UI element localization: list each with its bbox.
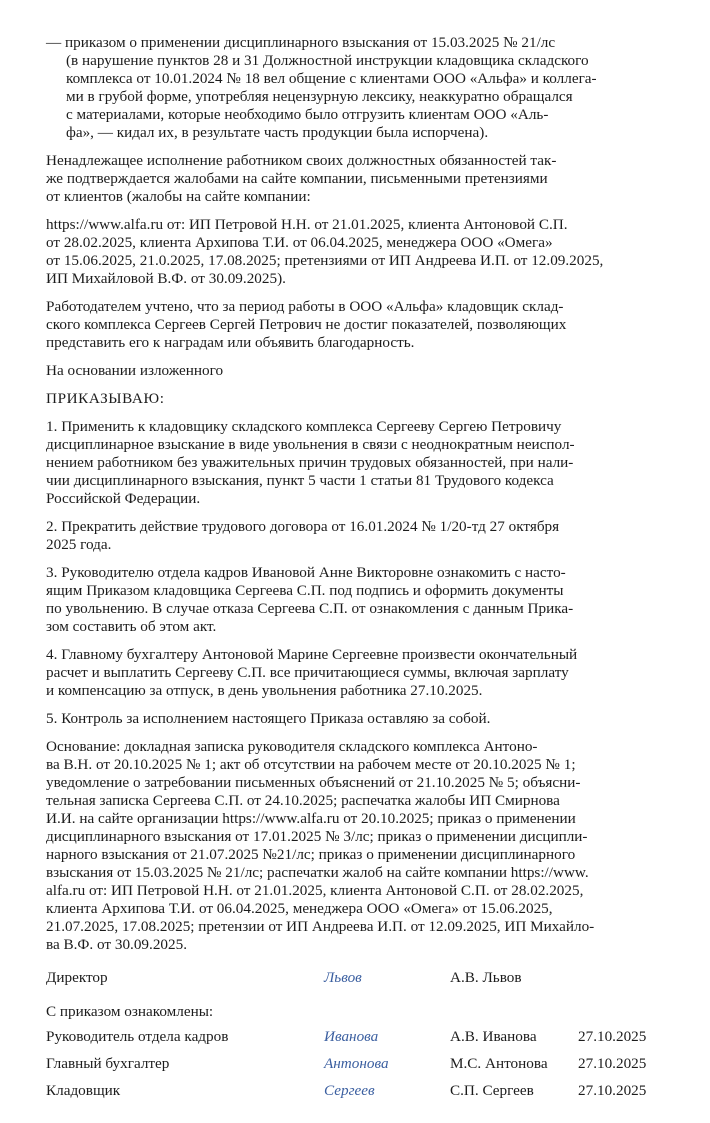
text-line: нением работником без уважительных причин трудовых обязанностей, при нали- [46, 454, 574, 471]
text-line: 3. Руководителю отдела кадров Ивановой Анне Викторовне ознакомить с насто- [46, 564, 566, 581]
order-item-1 [46, 418, 670, 508]
director-signature-block [46, 964, 670, 991]
ack-signature: Антонова [324, 1054, 389, 1072]
employer-note-paragraph [46, 298, 670, 352]
ack-row [46, 1023, 670, 1050]
prior-penalty-item [46, 34, 670, 142]
text-line: ва В.Ф. от 30.09.2025. [46, 936, 187, 953]
acknowledgement-title: С приказом ознакомлены: [46, 1003, 214, 1020]
text-line: тельная записка Сергеева С.П. от 24.10.2025; распечатка жалобы ИП Смирнова [46, 792, 560, 809]
text-line: ского комплекса Сергеев Сергей Петрович не достиг показателей, позволяющих [46, 316, 567, 333]
text-line: — приказом о применении дисциплинарного взыскания от 15.03.2025 № 21/лс [46, 34, 556, 51]
text-line: Работодателем учтено, что за период работы в ООО «Альфа» кладовщик склад- [46, 298, 564, 315]
director-name: А.В. Львов [450, 968, 522, 986]
text-line: зом составить об этом акт. [46, 618, 217, 635]
ack-date: 27.10.2025 [578, 1027, 647, 1045]
text-line: нарного взыскания от 21.07.2025 №21/лс; приказ о применении дисциплинарного [46, 846, 576, 863]
ack-position: Кладовщик [46, 1081, 121, 1099]
text-line: 2. Прекратить действие трудового договора от 16.01.2024 № 1/20-тд 27 октября [46, 518, 560, 535]
text-line: ИП Михайловой В.Ф. от 30.09.2025). [46, 270, 286, 287]
ack-position: Руководитель отдела кадров [46, 1027, 229, 1045]
text-line: фа», — кидал их, в результате часть продукции была испорчена). [66, 124, 489, 141]
basis-intro: На основании изложенного [46, 362, 224, 379]
complaints-list-paragraph [46, 216, 670, 288]
acknowledgement-table [46, 1023, 670, 1104]
ack-position: Главный бухгалтер [46, 1054, 170, 1072]
text-line: И.И. на сайте организации https://www.alfa.ru от 20.10.2025; приказ о применении [46, 810, 576, 827]
grounds-paragraph [46, 738, 670, 954]
text-line: взыскания от 15.03.2025 № 21/лс; распечатки жалоб на сайте компании https://www. [46, 864, 589, 881]
text-line: 1. Применить к кладовщику складского комплекса Сергееву Сергею Петровичу [46, 418, 562, 435]
text-line: Основание: докладная записка руководителя складского комплекса Антоно- [46, 738, 538, 755]
ack-name: С.П. Сергеев [450, 1081, 534, 1099]
text-line: 4. Главному бухгалтеру Антоновой Марине Сергеевне произвести окончательный [46, 646, 578, 663]
text-line: Российской Федерации. [46, 490, 201, 507]
text-line: (в нарушение пунктов 28 и 31 Должностной инструкции кладовщика складского [66, 52, 589, 69]
complaints-paragraph [46, 152, 670, 206]
text-line: комплекса от 10.01.2024 № 18 вел общение с клиентами ООО «Альфа» и коллега- [66, 70, 597, 87]
text-line: alfa.ru от: ИП Петровой Н.Н. от 21.01.2025, клиента Антоновой С.П. от 28.02.2025, [46, 882, 584, 899]
director-signature: Львов [324, 968, 362, 986]
text-line: 2025 года. [46, 536, 112, 553]
order-item-2 [46, 518, 670, 554]
ack-signature: Сергеев [324, 1081, 375, 1099]
order-item-4 [46, 646, 670, 700]
text-line: https://www.alfa.ru от: ИП Петровой Н.Н. от 21.01.2025, клиента Антоновой С.П. [46, 216, 568, 233]
text-line: дисциплинарного взыскания от 17.01.2025 № 3/лс; приказ о применении дисципли- [46, 828, 588, 845]
text-line: уведомление о затребовании письменных объяснений от 21.10.2025 № 5; объясни- [46, 774, 581, 791]
text-line: и компенсацию за отпуск, в день увольнения работника 27.10.2025. [46, 682, 483, 699]
order-heading: ПРИКАЗЫВАЮ: [46, 390, 165, 407]
text-line: от клиентов (жалобы на сайте компании: [46, 188, 311, 205]
text-line: расчет и выплатить Сергееву С.П. все причитающиеся суммы, включая зарплату [46, 664, 569, 681]
text-line: ва В.Н. от 20.10.2025 № 1; акт об отсутствии на рабочем месте от 20.10.2025 № 1; [46, 756, 576, 773]
text-line: от 15.06.2025, 21.0.2025, 17.08.2025; претензиями от ИП Андреева И.П. от 12.09.2025, [46, 252, 604, 269]
director-row [46, 964, 670, 991]
text-line: чии дисциплинарного взыскания, пункт 5 части 1 статьи 81 Трудового кодекса [46, 472, 554, 489]
text-line: 21.07.2025, 17.08.2025; претензии от ИП Андреева И.П. от 12.09.2025, ИП Михайло- [46, 918, 595, 935]
text-line: представить его к наградам или объявить благодарность. [46, 334, 415, 351]
ack-name: А.В. Иванова [450, 1027, 537, 1045]
text-line: с материалами, которые необходимо было отгрузить клиентам ООО «Аль- [66, 106, 549, 123]
ack-date: 27.10.2025 [578, 1081, 647, 1099]
ack-name: М.С. Антонова [450, 1054, 548, 1072]
text-line: 5. Контроль за исполнением настоящего Приказа оставляю за собой. [46, 710, 491, 727]
ack-signature: Иванова [324, 1027, 379, 1045]
order-item-3 [46, 564, 670, 636]
text-line: ящим Приказом кладовщика Сергеева С.П. под подпись и оформить документы [46, 582, 564, 599]
text-line: же подтверждается жалобами на сайте компании, письменными претензиями [46, 170, 548, 187]
text-line: по увольнению. В случае отказа Сергеева С.П. от ознакомления с данным Прика- [46, 600, 574, 617]
text-line: от 28.02.2025, клиента Архипова Т.И. от 06.04.2025, менеджера ООО «Омега» [46, 234, 553, 251]
director-position: Директор [46, 968, 108, 986]
order-item-5 [46, 710, 670, 728]
text-line: Ненадлежащее исполнение работником своих должностных обязанностей так- [46, 152, 557, 169]
ack-row [46, 1077, 670, 1104]
text-line: дисциплинарное взыскание в виде увольнения в связи с неоднократным неиспол- [46, 436, 575, 453]
ack-date: 27.10.2025 [578, 1054, 647, 1072]
text-line: ми в грубой форме, употребляя нецензурную лексику, неаккуратно обращался [66, 88, 573, 105]
text-line: клиента Архипова Т.И. от 06.04.2025, менеджера ООО «Омега» от 15.06.2025, [46, 900, 553, 917]
ack-row [46, 1050, 670, 1077]
